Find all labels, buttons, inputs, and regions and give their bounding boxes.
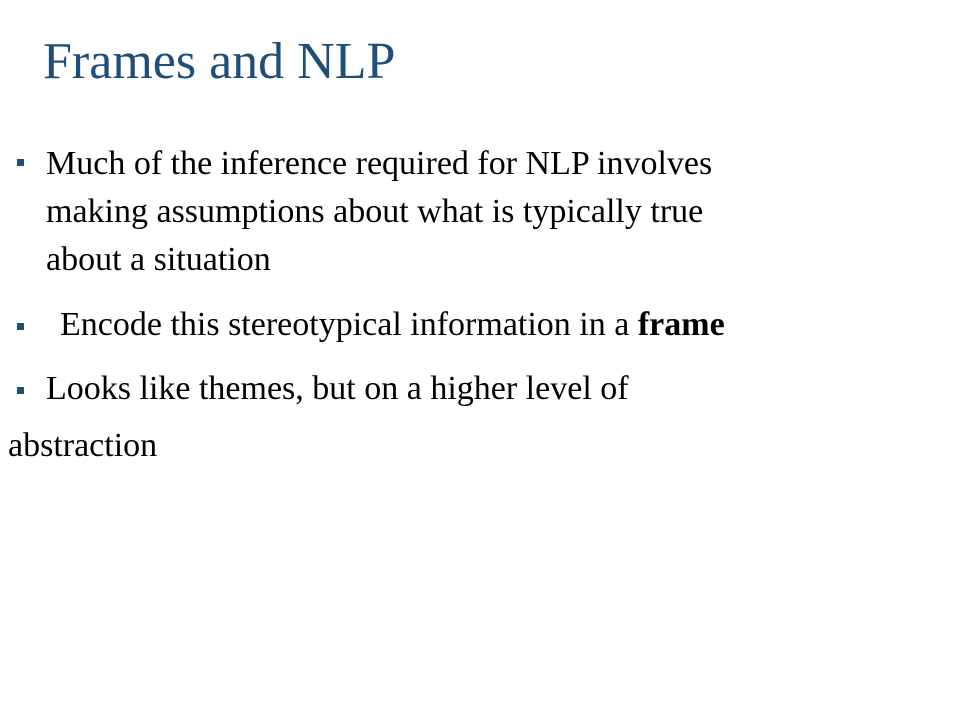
square-bullet-icon (17, 323, 24, 330)
bullet-continuation: abstraction (8, 427, 158, 464)
bullet-text (60, 301, 725, 349)
square-bullet-icon (17, 159, 24, 166)
slide-title: Frames and NLP (43, 33, 396, 90)
bullet-line: about a situation (46, 241, 271, 278)
bullet-line: Much of the inference required for NLP involves (46, 145, 713, 182)
bullet-text: Looks like themes, but on a higher level of (46, 370, 629, 407)
bullet-text-plain: Encode this stereotypical information in a (60, 306, 638, 343)
bullet-text-bold: frame (637, 306, 725, 343)
square-bullet-icon (17, 387, 24, 394)
bullet-text (46, 140, 712, 284)
bullet-line: making assumptions about what is typically true (46, 193, 704, 230)
